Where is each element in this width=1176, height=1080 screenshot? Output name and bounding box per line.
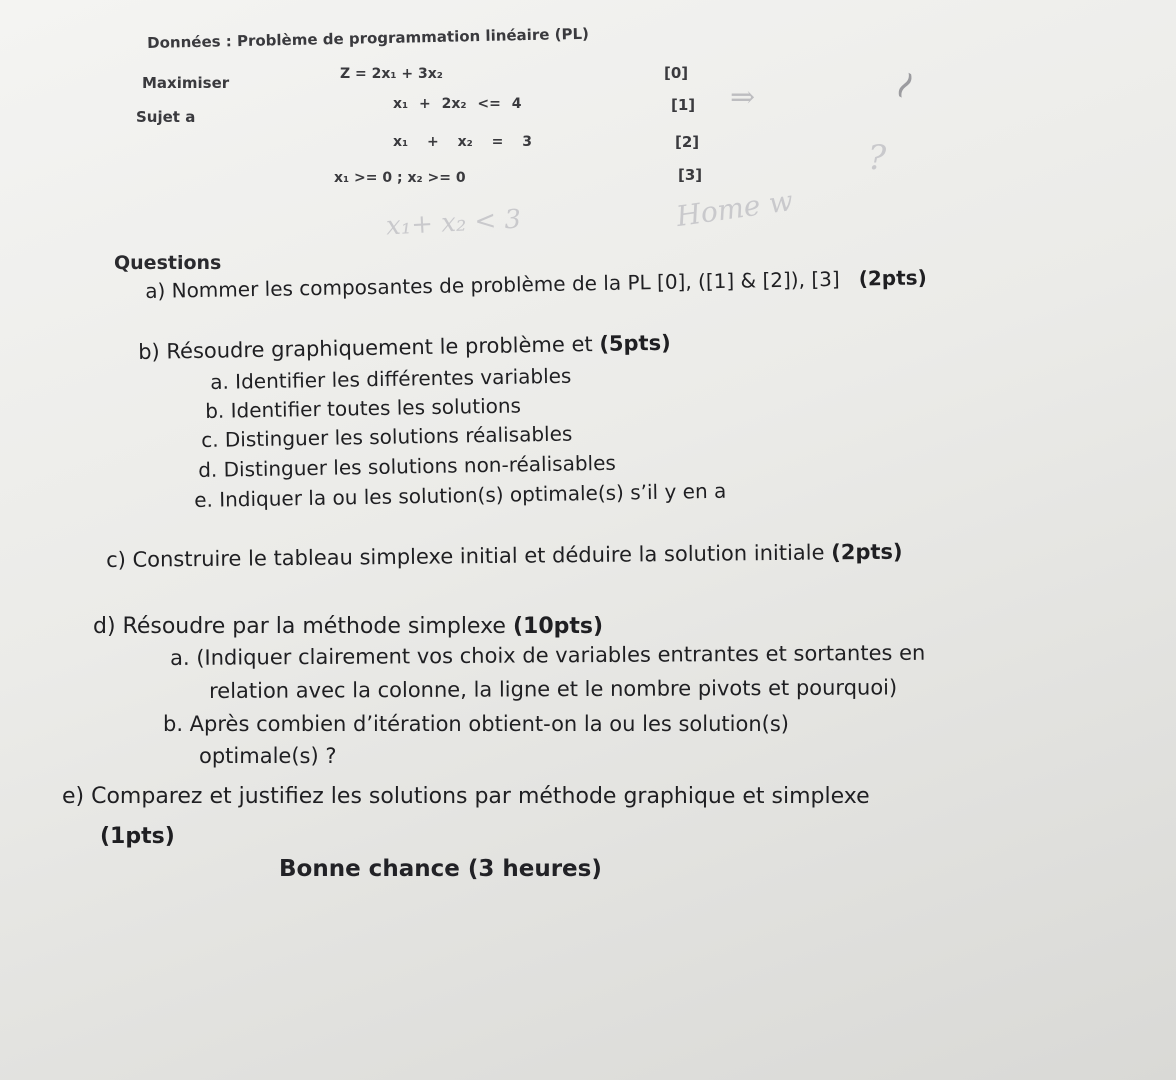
problem-title: Données : Problème de programmation linéaire (PL) bbox=[147, 24, 590, 52]
question-b-item-d: d. Distinguer les solutions non-réalisables bbox=[198, 450, 617, 482]
ref-1: [1] bbox=[671, 96, 696, 114]
objective-function: Z = 2x₁ + 3x₂ bbox=[340, 66, 443, 82]
question-c-text: c) Construire le tableau simplexe initial et déduire la solution initiale bbox=[106, 540, 825, 572]
ref-0: [0] bbox=[664, 64, 689, 82]
ref-2: [2] bbox=[675, 133, 700, 151]
handwritten-note-constraint: x₁+ x₂ < 3 bbox=[385, 204, 522, 242]
question-d-item-a-line1: a. (Indiquer clairement vos choix de variables entrantes et sortantes en bbox=[170, 640, 926, 670]
question-d-item-b-line1: b. Après combien d’itération obtient-on la ou les solution(s) bbox=[163, 712, 789, 736]
question-b-item-c: c. Distinguer les solutions réalisables bbox=[201, 421, 573, 452]
questions-heading: Questions bbox=[114, 252, 222, 274]
question-e-points: (1pts) bbox=[100, 824, 175, 849]
question-d bbox=[93, 614, 603, 639]
question-b-points: (5pts) bbox=[599, 330, 671, 356]
constraint-2: x₁ + x₂ = 3 bbox=[393, 134, 533, 150]
question-a-points: (2pts) bbox=[858, 265, 927, 291]
question-b-item-e: e. Indiquer la ou les solution(s) optimale(s) s’il y en a bbox=[194, 478, 727, 512]
subject-label: Sujet a bbox=[136, 108, 196, 126]
question-d-text: d) Résoudre par la méthode simplexe bbox=[93, 614, 506, 639]
nonnegativity-constraint: x₁ >= 0 ; x₂ >= 0 bbox=[334, 170, 466, 186]
closing-note: Bonne chance (3 heures) bbox=[279, 856, 602, 882]
handwritten-arrow: ⇒ bbox=[730, 80, 756, 115]
handwritten-question-mark: ? bbox=[868, 138, 887, 178]
question-b-item-a: a. Identifier les différentes variables bbox=[210, 363, 572, 394]
ref-3: [3] bbox=[678, 166, 703, 184]
question-c bbox=[106, 540, 903, 572]
question-c-points: (2pts) bbox=[831, 539, 903, 565]
question-a bbox=[145, 265, 927, 303]
question-d-item-b-line2: optimale(s) ? bbox=[199, 744, 337, 768]
question-b bbox=[138, 331, 671, 364]
handwritten-note-home: Home w bbox=[674, 184, 795, 233]
question-b-item-b: b. Identifier toutes les solutions bbox=[205, 393, 522, 423]
question-a-text: a) Nommer les composantes de problème de la PL [0], ([1] & [2]), [3] bbox=[145, 266, 840, 303]
question-d-item-a-line2: relation avec la colonne, la ligne et le nombre pivots et pourquoi) bbox=[209, 675, 898, 703]
constraint-1: x₁ + 2x₂ <= 4 bbox=[393, 96, 522, 112]
question-e-text: e) Comparez et justifiez les solutions par méthode graphique et simplexe bbox=[62, 784, 870, 809]
question-d-points: (10pts) bbox=[512, 614, 604, 639]
handwritten-squiggle: ~ bbox=[876, 58, 934, 112]
question-b-text: b) Résoudre graphiquement le problème et bbox=[138, 332, 593, 364]
maximize-label: Maximiser bbox=[142, 74, 230, 92]
